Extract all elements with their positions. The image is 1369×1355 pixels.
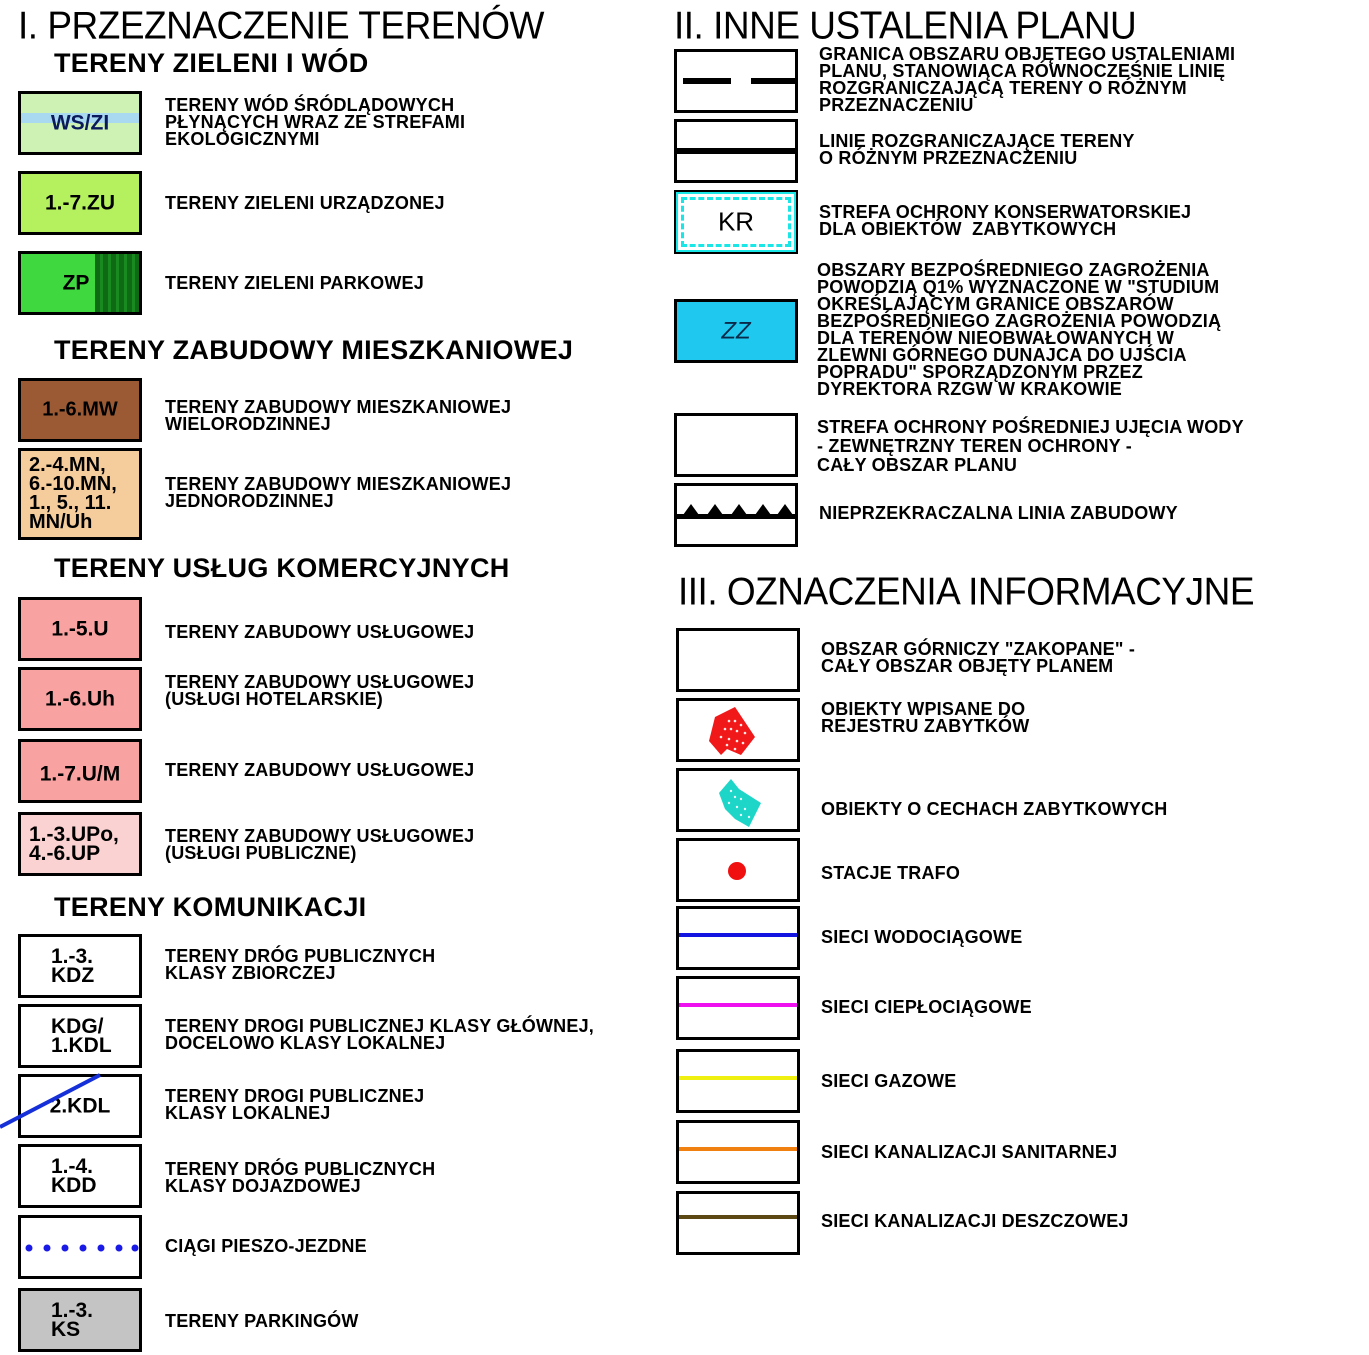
symbol-zu	[18, 171, 142, 235]
legend-desc-ks: TERENY PARKINGÓW	[165, 1311, 359, 1331]
section-3-title: III. OZNACZENIA INFORMACYJNE	[678, 569, 1254, 613]
symbol-water-protection	[674, 413, 798, 477]
group-title-services: TERENY USŁUG KOMERCYJNYCH	[54, 553, 510, 583]
legend-desc-u-m: TERENY ZABUDOWY USŁUGOWEJ	[165, 760, 475, 780]
symbol-code: KDG/ 1.KDL	[51, 1015, 112, 1057]
symbol-heat-network	[676, 976, 800, 1040]
legend-desc-u: TERENY ZABUDOWY USŁUGOWEJ	[165, 622, 475, 642]
symbol-code: WS/ZI	[50, 111, 110, 135]
legend-desc-ws-zi: TERENY WÓD ŚRÓDLĄDOWYCH PŁYNĄCYCH WRAZ ZE STREFAMI EKOLOGICZNYMI	[165, 95, 466, 149]
legend-desc-kdg-kdl: TERENY DROGI PUBLICZNEJ KLASY GŁÓWNEJ, DOCELOWO KLASY LOKALNEJ	[165, 1016, 594, 1053]
symbol-code: 1.-6.MW	[42, 398, 118, 421]
symbol-pedestrian-road	[18, 1215, 142, 1279]
legend-desc-registered-monuments: OBIEKTY WPISANE DO REJESTRU ZABYTKÓW	[821, 699, 1030, 736]
legend-desc-plan-boundary: GRANICA OBSZARU OBJĘTEGO USTALENIAMI PLANU, STANOWIĄCA RÓWNOCZEŚNIE LINIĘ ROZGRANICZAJĄCĄ TERENY O RÓŻNYM PRZEZNACZENIU	[819, 44, 1236, 115]
symbol-code: 2.-4.MN, 6.-10.MN, 1., 5., 11. MN/Uh	[29, 454, 117, 533]
symbol-code: 2.KDL	[49, 1094, 111, 1118]
symbol-sewage-network	[676, 1120, 800, 1184]
legend-desc-zu: TERENY ZIELENI URZĄDZONEJ	[165, 193, 445, 213]
symbol-kdd	[18, 1144, 142, 1208]
symbol-u	[18, 597, 142, 661]
symbol-kdg-kdl	[18, 1004, 142, 1068]
symbol-code: KR	[717, 206, 755, 237]
legend-desc-uh: TERENY ZABUDOWY USŁUGOWEJ (USŁUGI HOTELARSKIE)	[165, 672, 475, 709]
section-1-title: I. PRZEZNACZENIE TERENÓW	[18, 3, 544, 47]
symbol-code: 1.-3. KDZ	[51, 945, 95, 987]
solid-line	[677, 148, 795, 154]
storm-line	[679, 1215, 797, 1219]
legend-desc-kdl: TERENY DROGI PUBLICZNEJ KLASY LOKALNEJ	[165, 1086, 425, 1123]
symbol-code: 1.-7.ZU	[44, 191, 115, 215]
symbol-code: 1.-7.U/M	[39, 762, 121, 786]
cyan-building-icon	[679, 771, 797, 829]
legend-desc-gas-network: SIECI GAZOWE	[821, 1071, 957, 1091]
symbol-code: 1.-4. KDD	[51, 1155, 97, 1197]
gas-line	[679, 1076, 797, 1080]
symbol-ks	[18, 1288, 142, 1352]
legend-desc-kr: STREFA OCHRONY KONSERWATORSKIEJ DLA OBIEKTÓW ZABYTKOWYCH	[819, 202, 1192, 239]
legend-desc-zz: OBSZARY BEZPOŚREDNIEGO ZAGROŻENIA POWODZIĄ Q1% WYZNACZONE W "STUDIUM OKREŚLAJĄCYM GRANICE OBSZARÓW BEZPOŚREDNIEGO ZAGROŻENIA POWODZIĄ DLA TERENÓW NIEOBWAŁOWANYCH W ZLEWNI GÓRNEGO DUNAJCA DO UJŚCIA POPRADU" SPORZĄDZONYM PRZEZ DYREKTORA RZGW W KRAKOWIE	[817, 260, 1222, 399]
heat-line	[679, 1003, 797, 1007]
symbol-up	[18, 812, 142, 876]
dotted-line	[21, 1218, 139, 1276]
legend-desc-transformer: STACJE TRAFO	[821, 863, 961, 883]
legend-desc-mn: TERENY ZABUDOWY MIESZKANIOWEJ JEDNORODZINNEJ	[165, 474, 512, 511]
symbol-mining-area	[676, 628, 800, 692]
legend-desc-boundary-lines: LINIE ROZGRANICZAJĄCE TERENY O RÓŻNYM PRZEZNACZENIU	[819, 131, 1135, 168]
legend-desc-sewage-network: SIECI KANALIZACJI SANITARNEJ	[821, 1142, 1118, 1162]
symbol-water-network	[676, 906, 800, 970]
symbol-code: 1.-5.U	[51, 617, 109, 641]
symbol-boundary-lines	[674, 119, 798, 183]
symbol-mn	[18, 448, 142, 540]
symbol-u-m	[18, 739, 142, 803]
symbol-code: 1.-6.Uh	[44, 687, 115, 711]
group-title-transport: TERENY KOMUNIKACJI	[54, 892, 367, 922]
symbol-historic-objects	[676, 768, 800, 832]
legend-desc-water-network: SIECI WODOCIĄGOWE	[821, 927, 1023, 947]
symbol-code: 1.-3. KS	[51, 1299, 94, 1341]
symbol-zz	[674, 299, 798, 363]
symbol-transformer	[676, 838, 800, 902]
symbol-code: ZP	[62, 271, 90, 295]
symbol-kdz	[18, 934, 142, 998]
dash-line	[683, 78, 795, 84]
kr-frame-border	[674, 190, 798, 254]
legend-desc-storm-network: SIECI KANALIZACJI DESZCZOWEJ	[821, 1211, 1129, 1231]
legend-desc-water-protection: STREFA OCHRONY POŚREDNIEJ UJĘCIA WODY - ZEWNĘTRZNY TEREN OCHRONY - CAŁY OBSZAR PLANU	[817, 417, 1244, 475]
symbol-registered-monuments	[676, 698, 800, 762]
symbol-plan-boundary	[674, 49, 798, 113]
sewage-line	[679, 1147, 797, 1151]
legend-desc-building-line: NIEPRZEKRACZALNA LINIA ZABUDOWY	[819, 503, 1178, 523]
symbol-ws-zi	[18, 91, 142, 155]
symbol-building-line	[674, 483, 798, 547]
road-line	[0, 1070, 110, 1140]
legend-desc-kdz: TERENY DRÓG PUBLICZNYCH KLASY ZBIORCZEJ	[165, 946, 436, 983]
legend-desc-historic-objects: OBIEKTY O CECHACH ZABYTKOWYCH	[821, 799, 1168, 819]
red-dot-icon	[728, 862, 746, 880]
legend-desc-mining-area: OBSZAR GÓRNICZY "ZAKOPANE" - CAŁY OBSZAR OBJĘTY PLANEM	[821, 639, 1136, 676]
legend-desc-kdd: TERENY DRÓG PUBLICZNYCH KLASY DOJAZDOWEJ	[165, 1159, 436, 1196]
building-line-icon	[677, 486, 795, 544]
group-title-residential: TERENY ZABUDOWY MIESZKANIOWEJ	[54, 335, 574, 365]
water-line	[679, 933, 797, 937]
symbol-storm-network	[676, 1191, 800, 1255]
symbol-gas-network	[676, 1049, 800, 1113]
symbol-code: 1.-3.UPo, 4.-6.UP	[29, 823, 119, 865]
legend-desc-up: TERENY ZABUDOWY USŁUGOWEJ (USŁUGI PUBLICZNE)	[165, 826, 475, 863]
symbol-zp	[18, 251, 142, 315]
legend-desc-mw: TERENY ZABUDOWY MIESZKANIOWEJ WIELORODZINNEJ	[165, 397, 512, 434]
group-title-green: TERENY ZIELENI I WÓD	[54, 48, 369, 78]
section-2-title: II. INNE USTALENIA PLANU	[674, 3, 1137, 47]
red-building-icon	[679, 701, 797, 759]
legend-desc-pedestrian-road: CIĄGI PIESZO-JEZDNE	[165, 1236, 367, 1256]
symbol-code: ZZ	[721, 317, 751, 345]
symbol-mw	[18, 378, 142, 442]
legend-desc-heat-network: SIECI CIEPŁOCIĄGOWE	[821, 997, 1032, 1017]
symbol-uh	[18, 667, 142, 731]
legend-desc-zp: TERENY ZIELENI PARKOWEJ	[165, 273, 424, 293]
